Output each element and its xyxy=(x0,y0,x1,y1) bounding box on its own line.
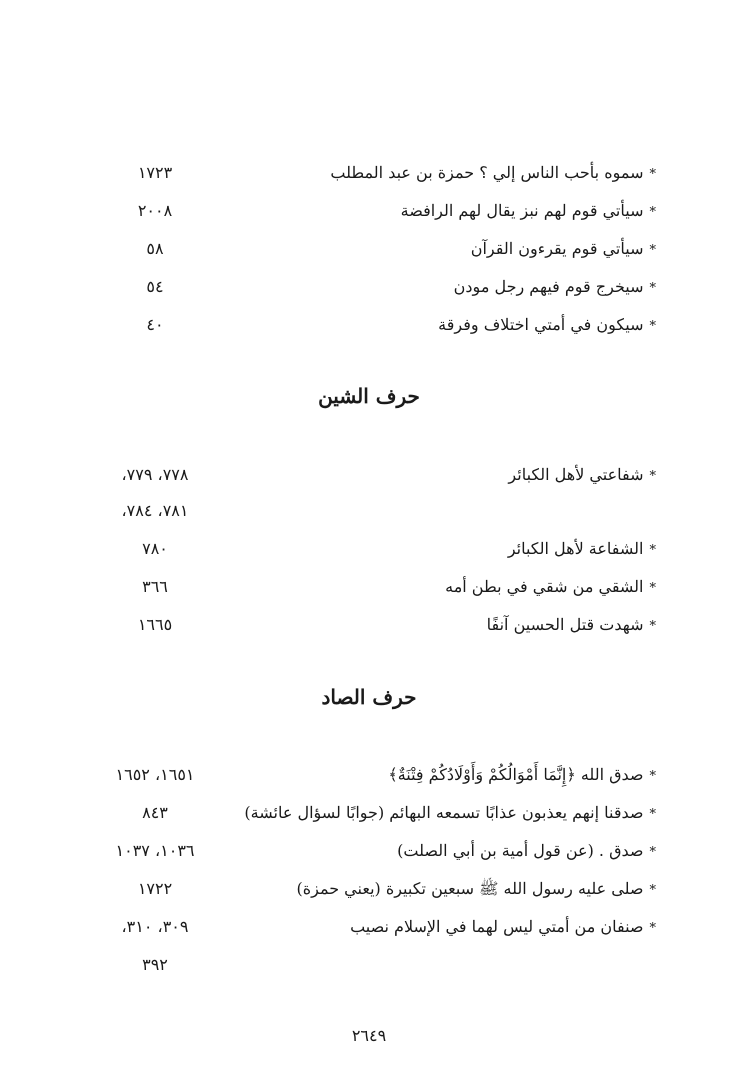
hadith-entry xyxy=(397,836,656,868)
index-row-continuation xyxy=(0,950,738,980)
hadith-text: سيأتي قوم يقرءون القرآن xyxy=(470,239,644,258)
hadith-entry xyxy=(244,798,656,830)
index-row xyxy=(0,234,738,264)
star-icon: * xyxy=(649,883,656,898)
hadith-text: سيكون في أمتي اختلاف وفرقة xyxy=(438,315,644,334)
hadith-entry xyxy=(330,158,656,190)
index-row-continuation xyxy=(0,496,738,526)
reference-numbers: ١٦٦٥ xyxy=(137,615,173,634)
hadith-entry xyxy=(297,874,657,906)
star-icon: * xyxy=(649,807,656,822)
hadith-text: الشقي من شقي في بطن أمه xyxy=(445,577,644,596)
star-icon: * xyxy=(649,243,656,258)
star-icon: * xyxy=(649,205,656,220)
hadith-text: سيخرج قوم فيهم رجل مودن xyxy=(453,277,644,296)
hadith-entry xyxy=(471,234,656,266)
hadith-entry xyxy=(388,760,656,792)
star-icon: * xyxy=(649,167,656,182)
index-row xyxy=(0,534,738,564)
star-icon: * xyxy=(649,845,656,860)
hadith-entry xyxy=(508,534,656,566)
hadith-text: صلى عليه رسول الله ﷺ سبعين تكبيرة (يعني حمزة) xyxy=(296,879,644,898)
section-heading-sad: حرف الصاد xyxy=(321,685,417,709)
hadith-text: صنفان من أمتي ليس لهما في الإسلام نصيب xyxy=(350,917,644,936)
index-row xyxy=(0,912,738,942)
reference-numbers: ٥٤ xyxy=(146,277,164,296)
reference-numbers: ٣٠٩، ٣١٠، xyxy=(121,917,189,936)
hadith-text: شهدت قتل الحسين آنفًا xyxy=(486,615,644,634)
index-row xyxy=(0,460,738,490)
reference-numbers: ١٠٣٦، ١٠٣٧ xyxy=(115,841,195,860)
hadith-text: صدقنا إنهم يعذبون عذابًا تسمعه البهائم (جوابًا لسؤال عائشة) xyxy=(244,803,644,822)
hadith-entry xyxy=(487,610,656,642)
hadith-text: صدق . (عن قول أمية بن أبي الصلت) xyxy=(397,841,644,860)
index-row xyxy=(0,572,738,602)
index-row xyxy=(0,158,738,188)
hadith-text: سيأتي قوم لهم نبز يقال لهم الرافضة xyxy=(400,201,644,220)
hadith-entry xyxy=(350,912,656,944)
star-icon: * xyxy=(649,619,656,634)
reference-numbers: ١٧٢٢ xyxy=(137,879,173,898)
reference-numbers: ٥٨ xyxy=(146,239,164,258)
star-icon: * xyxy=(649,469,656,484)
index-row xyxy=(0,760,738,790)
hadith-entry xyxy=(508,460,656,492)
section-heading-shin: حرف الشين xyxy=(318,384,420,408)
index-row xyxy=(0,874,738,904)
reference-numbers: ٣٦٦ xyxy=(142,577,168,596)
index-row xyxy=(0,836,738,866)
index-row xyxy=(0,196,738,226)
hadith-text: صدق الله ﴿إِنَّمَا أَمْوَالُكُمْ وَأَوْلَادُكُمْ فِتْنَةٌ﴾ xyxy=(388,765,644,784)
reference-numbers: ٧٧٨، ٧٧٩، xyxy=(121,465,189,484)
reference-numbers: ٨٤٣ xyxy=(142,803,168,822)
reference-numbers: ٧٨٠ xyxy=(142,539,168,558)
index-row xyxy=(0,310,738,340)
hadith-text: سموه بأحب الناس إلي ؟ حمزة بن عبد المطلب xyxy=(330,163,644,182)
reference-numbers: ٧٨١، ٧٨٤، xyxy=(121,501,189,520)
hadith-text: الشفاعة لأهل الكبائر xyxy=(507,539,644,558)
star-icon: * xyxy=(649,581,656,596)
reference-numbers: ٢٠٠٨ xyxy=(137,201,173,220)
reference-numbers: ١٦٥١، ١٦٥٢ xyxy=(115,765,195,784)
hadith-entry xyxy=(438,310,656,342)
page-number: ٢٦٤٩ xyxy=(351,1026,387,1045)
star-icon: * xyxy=(649,921,656,936)
reference-numbers: ١٧٢٣ xyxy=(137,163,173,182)
star-icon: * xyxy=(649,319,656,334)
hadith-text: شفاعتي لأهل الكبائر xyxy=(508,465,644,484)
index-row xyxy=(0,798,738,828)
star-icon: * xyxy=(649,769,656,784)
star-icon: * xyxy=(649,281,656,296)
index-row xyxy=(0,610,738,640)
reference-numbers: ٤٠ xyxy=(146,315,164,334)
index-row xyxy=(0,272,738,302)
reference-numbers: ٣٩٢ xyxy=(142,955,168,974)
star-icon: * xyxy=(649,543,656,558)
hadith-entry xyxy=(401,196,656,228)
hadith-entry xyxy=(445,572,656,604)
hadith-entry xyxy=(454,272,656,304)
